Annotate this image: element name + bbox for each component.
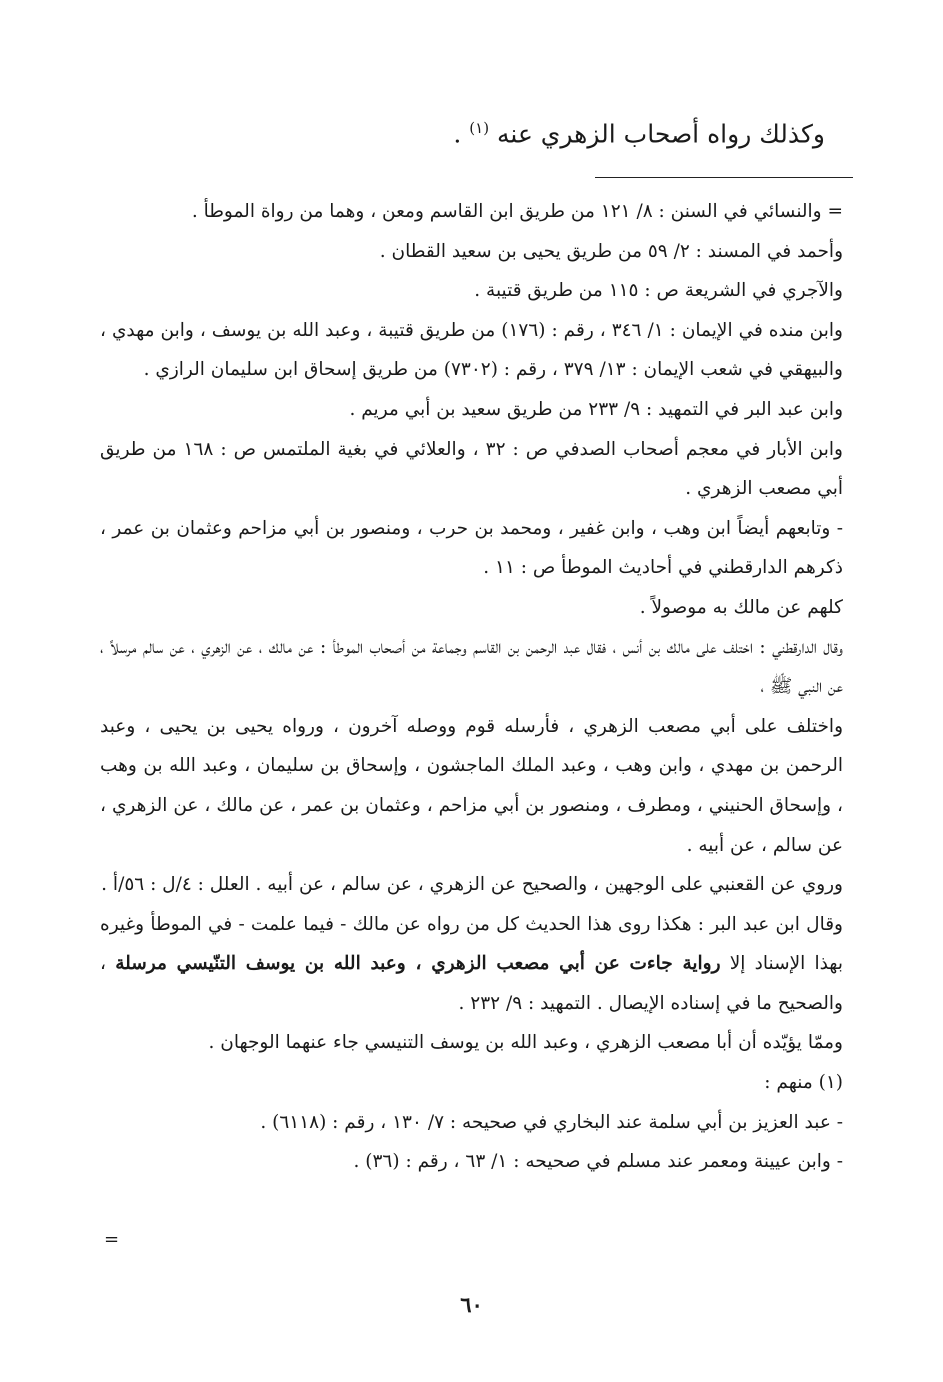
- continuation-mark: =: [104, 1229, 120, 1250]
- footnote-line: وأحمد في المسند : ٢/ ٥٩ من طريق يحيى بن سعيد القطان .: [379, 240, 843, 262]
- footnote-separator: [595, 177, 853, 178]
- footnotes: [100, 192, 843, 1182]
- footnote-line: - وتابعهم أيضاً ابن وهب ، وابن غفير ، ومحمد بن حرب ، ومنصور بن أبي مزاحم وعثمان بن عمر ، ذكرهم الدارقطني في أحاديث الموطأ ص : ١١ .: [100, 517, 843, 579]
- footnote-paragraph: [100, 905, 843, 1024]
- footnote-line: وممّا يؤيّده أن أبا مصعب الزهري ، وعبد الله بن يوسف التنيسي جاء عنهما الوجهان .: [208, 1032, 843, 1054]
- footnote-text: وقال ابن عبد البر : هكذا روى هذا الحديث كل من رواه عن مالك - فيما علمت - في الموطأ وغيره بهذا الإسناد إلا: [100, 913, 843, 975]
- main-text-end: .: [453, 119, 462, 149]
- main-text: [300, 108, 825, 154]
- footnote-line: والآجري في الشريعة ص : ١١٥ من طريق قتيبة .: [474, 280, 843, 302]
- footnote-line: واختلف على أبي مصعب الزهري ، فأرسله قوم ووصله آخرون ، ورواه يحيى بن يحيى ، وعبد الرحمن بن مهدي ، وابن وهب ، وعبد الملك الماجشون ، وإسحاق بن سليمان ، وعبد الله بن وهب ، وإسحاق الحنيني ، ومطرف ، ومنصور بن أبي مزاحم ، وعثمان بن عمر ، عن مالك ، عن الزهري ، عن سالم ، عن أبيه .: [100, 715, 843, 856]
- footnote-text: ، والصحيح ما في إسناده الإيصال . التمهيد : ٩/ ٢٣٢ .: [100, 953, 843, 1014]
- page-number: ٦٠: [460, 1292, 483, 1317]
- main-text-body: وكذلك رواه أصحاب الزهري عنه: [497, 119, 825, 149]
- footnote-line: وابن عبد البر في التمهيد : ٩/ ٢٣٣ من طريق سعيد بن أبي مريم .: [349, 398, 843, 420]
- footnote-line: وروي عن القعنبي على الوجهين ، والصحيح عن الزهري ، عن سالم ، عن أبيه . العلل : ٤/ل : ٥٦/أ .: [101, 874, 843, 896]
- footnote-reference: (١): [469, 119, 490, 137]
- footnote-line: - عبد العزيز بن أبي سلمة عند البخاري في صحيحه : ٧/ ١٣٠ ، رقم : (٦١١٨) .: [260, 1111, 843, 1133]
- footnote-line: وابن منده في الإيمان : ١/ ٣٤٦ ، رقم : (١٧٦) من طريق قتيبة ، وعبد الله بن يوسف ، وابن مهدي ، والبيهقي في شعب الإيمان : ١٣/ ٣٧٩ ، رقم : (٧٣٠٢) من طريق إسحاق ابن سليمان الرازي .: [100, 319, 843, 381]
- footnote-line: وقال الدارقطني : اختلف على مالك بن أنس ، فقال عبد الرحمن بن القاسم وجماعة من أصحاب الموطأ : عن مالك ، عن الزهري ، عن سالم مرسلاً ، عن النبي ﷺ ،: [100, 636, 843, 698]
- footnote-line: كلهم عن مالك به موصولاً .: [639, 596, 843, 618]
- footnote-line: = والنسائي في السنن : ٨/ ١٢١ من طريق ابن القاسم ومعن ، وهما من رواة الموطأ .: [191, 201, 843, 222]
- footnote-bold-text: رواية جاءت عن أبي مصعب الزهري ، وعبد الله بن يوسف التنّيسي مرسلة: [115, 953, 721, 975]
- footnote-line: (١) منهم :: [764, 1072, 843, 1094]
- footnote-line: وابن الأبار في معجم أصحاب الصدفي ص : ٣٢ ، والعلائي في بغية الملتمس ص : ١٦٨ من طريق أبي مصعب الزهري .: [100, 438, 843, 500]
- footnote-line: - وابن عيينة ومعمر عند مسلم في صحيحه : ١/ ٦٣ ، رقم : (٣٦) .: [353, 1151, 843, 1173]
